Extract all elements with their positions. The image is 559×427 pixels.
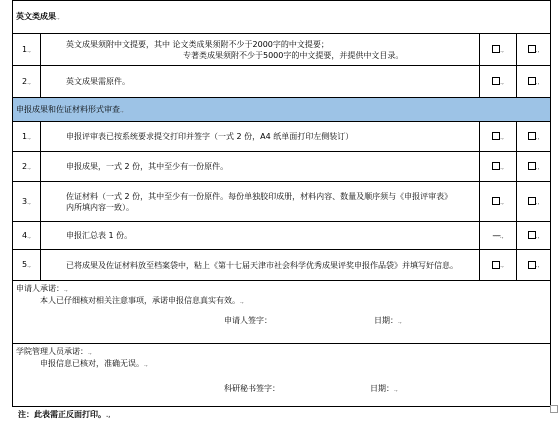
row-content	[41, 250, 480, 281]
table-row	[13, 66, 551, 98]
admin-sign-label: 科研秘书签字：	[224, 384, 280, 393]
row-text-line1: 申报成果，一式 2 份，其中至少有一份原件。	[66, 162, 229, 171]
checkbox-cell[interactable]: .,	[517, 152, 551, 182]
checkbox[interactable]	[528, 162, 536, 170]
row-number: 1.,	[13, 34, 41, 66]
checkbox[interactable]	[492, 162, 500, 170]
table-row	[13, 122, 551, 152]
row-content	[41, 182, 480, 222]
not-applicable-cell: ----.,	[480, 222, 517, 250]
checkbox[interactable]	[528, 45, 536, 53]
table-row	[13, 222, 551, 250]
applicant-statement: 本人已仔细核对相关注意事项，承诺申报信息真实有效。.,	[40, 296, 244, 305]
checkbox-cell[interactable]: .,	[480, 182, 517, 222]
section-english-title: 英文类成果.,	[13, 1, 551, 34]
row-number: 1.,	[13, 122, 41, 152]
applicant-commitment	[13, 281, 551, 344]
checkbox[interactable]	[492, 45, 500, 53]
page-corner-box	[550, 405, 558, 413]
row-number: 2.,	[13, 66, 41, 98]
row-number: 4.,	[13, 222, 41, 250]
row-text-line1: 英文成果需原件。	[66, 77, 130, 86]
admin-date-label: 日期：	[370, 384, 394, 393]
checkbox[interactable]	[528, 77, 536, 85]
row-content	[41, 34, 480, 66]
checkbox-cell[interactable]: .,	[517, 34, 551, 66]
applicant-date-label: 日期：	[374, 316, 398, 325]
checkbox-cell[interactable]: .,	[517, 66, 551, 98]
applicant-sign-line: 申请人签字： 日期：.,	[224, 316, 402, 325]
checkbox[interactable]	[528, 132, 536, 140]
admin-sign-line: 科研秘书签字： 日期：.,	[224, 384, 398, 393]
admin-commitment-row	[13, 344, 551, 407]
applicant-commitment-row	[13, 281, 551, 344]
checkbox[interactable]	[528, 231, 536, 239]
checkbox-cell[interactable]: .,	[480, 250, 517, 281]
footnote: 注：此表需正反面打印。.,	[18, 410, 111, 419]
section-english-title-row	[13, 1, 551, 34]
row-content	[41, 66, 480, 98]
row-text-line1: 佐证材料（一式 2 份，其中至少有一份原件。每份单独胶印成册，材料内容、数量及顺序须与《申报评审表》	[66, 191, 453, 201]
checkbox[interactable]	[492, 132, 500, 140]
checkbox[interactable]	[492, 261, 500, 269]
row-number: 3.,	[13, 182, 41, 222]
admin-commitment	[13, 344, 551, 407]
table-row	[13, 182, 551, 222]
checkbox-cell[interactable]: .,	[480, 66, 517, 98]
review-checklist-table	[12, 0, 551, 407]
row-text-line1: 已将成果及佐证材料放至档案袋中，粘上《第十七届天津市社会科学优秀成果评奖申报作品袋》并填写好信息。	[66, 260, 458, 270]
table-row	[13, 34, 551, 66]
checkbox-cell[interactable]: .,	[517, 250, 551, 281]
row-text-line1: 申报汇总表 1 份。	[66, 231, 133, 240]
table-row	[13, 250, 551, 281]
applicant-sign-label: 申请人签字：	[224, 316, 272, 325]
admin-statement: 申报信息已核对，准确无误。.,	[40, 359, 148, 368]
section-materials-title: 申报成果和佐证材料形式审查.,	[13, 98, 551, 122]
row-text-line2: 专著类成果须附不少于5000字的中文提要，并提供中文目录。	[183, 50, 404, 60]
checkbox-cell[interactable]: .,	[517, 222, 551, 250]
checkbox-cell[interactable]: .,	[480, 122, 517, 152]
admin-heading: 学院管理人员承诺：.,	[16, 347, 92, 356]
row-number: 2.,	[13, 152, 41, 182]
checkbox-cell[interactable]: .,	[517, 122, 551, 152]
row-number: 5.,	[13, 250, 41, 281]
row-content	[41, 122, 480, 152]
checkbox[interactable]	[492, 77, 500, 85]
checkbox[interactable]	[492, 197, 500, 205]
section-materials-title-row	[13, 98, 551, 122]
checkbox-cell[interactable]: .,	[517, 182, 551, 222]
table-row	[13, 152, 551, 182]
checkbox-cell[interactable]: .,	[480, 34, 517, 66]
checkbox[interactable]	[528, 261, 536, 269]
checkbox-cell[interactable]: .,	[480, 152, 517, 182]
row-text-line1: 英文成果须附中文提要，其中 论文类成果须附不少于2000字的中文提要；	[66, 39, 329, 49]
row-content	[41, 222, 480, 250]
not-applicable-mark: ----	[492, 230, 500, 240]
row-text-line1: 申报评审表已按系统要求提交打印并签字（一式 2 份，A4 纸单面打印左侧装订）	[66, 132, 354, 141]
row-text-line2: 内所填内容一致）。	[66, 202, 134, 212]
applicant-heading: 申请人承诺：.,	[16, 284, 68, 293]
row-content	[41, 152, 480, 182]
checkbox[interactable]	[528, 197, 536, 205]
